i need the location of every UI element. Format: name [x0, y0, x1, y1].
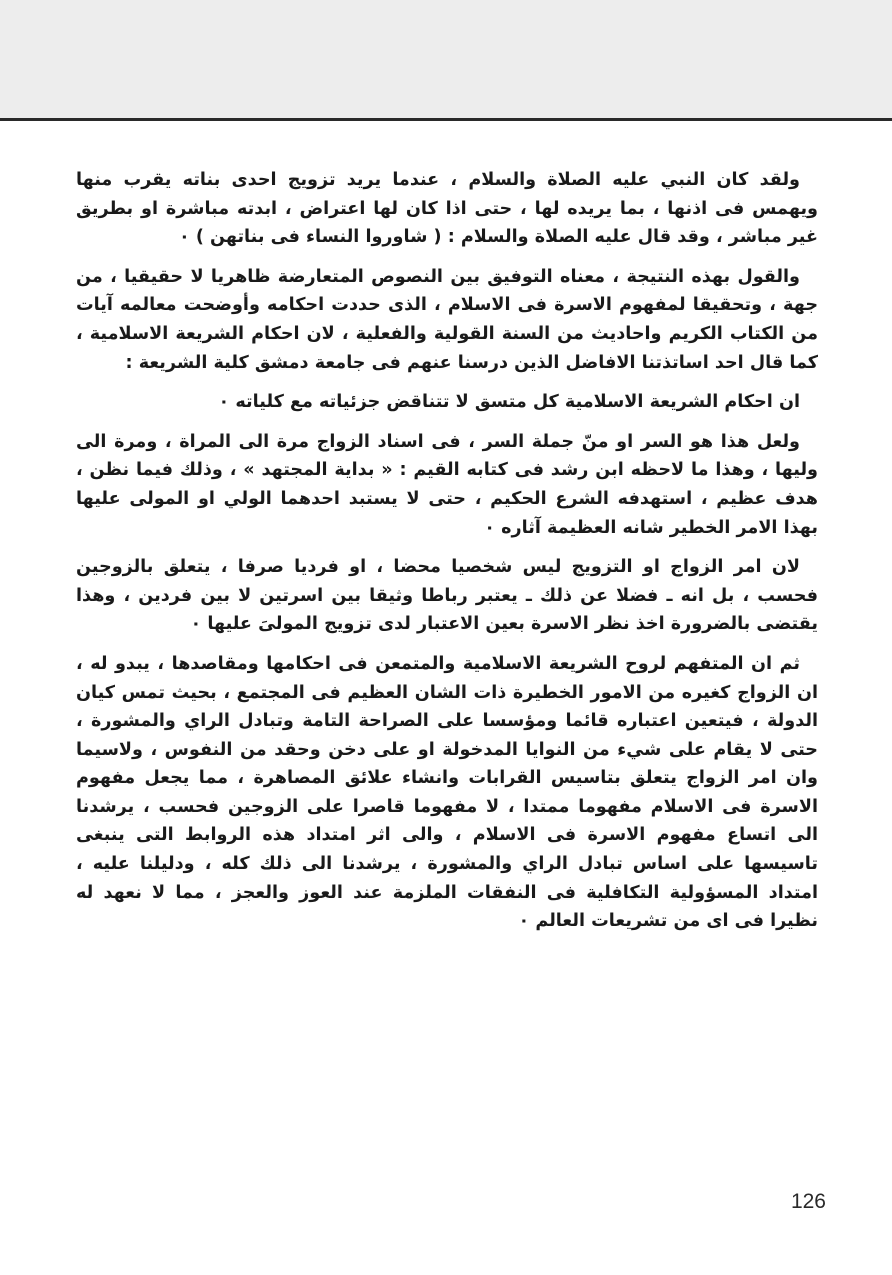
- paragraph-3: ان احكام الشريعة الاسلامية كل متسق لا تتناقض جزئياته مع كلياته ٠: [218, 392, 800, 413]
- paragraph-6: ثم ان المتفهم لروح الشريعة الاسلامية والمتمعن فى احكامها ومقاصدها ، يبدو له ، ان الزواج كغيره من الامور الخطيرة ذات الشان العظيم فى المجتمع ، بحيث تمس كيان الدولة ، فيتعين اعتباره قائما ومؤسسا على الصراحة التامة وتبادل الراي والمشورة ، حتى لا يقام على شيء من النوايا المدخولة او على دخن وحقد من النفوس ، ولاسيما وان امر الزواج يتعلق بتاسيس القرابات وانشاء علائق المصاهرة ، مما يجعل مفهوم الاسرة فى الاسلام مفهوما ممتدا ، لا مفهوما قاصرا على الزوجين فحسب ، يرشدنا الى اتساع مفهوم الاسرة فى الاسلام ، والى اثر امتداد هذه الروابط التى ينبغى تاسيسها على اساس تبادل الراي والمشورة ، يرشدنا الى ذلك كله ، ودليلنا عليه ، امتداد المسؤولية التكافلية فى النفقات الملزمة عند العوز والعجز ، مما لا نعهد له نظيرا فى اى من تشريعات العالم ٠: [76, 653, 818, 932]
- page-body: [76, 166, 818, 947]
- paragraph-4: ولعل هذا هو السر او منّ جملة السر ، فى اسناد الزواج مرة الى المراة ، ومرة الى وليها ، وهذا ما لاحظه ابن رشد فى كتابه القيم : « بداية المجتهد » ، وذلك فيما نظن ، هدف عظيم ، استهدفه الشرع الحكيم ، حتى لا يستبد احدهما الولي او المولى عليها بهذا الامر الخطير شانه العظيمة آثاره ٠: [76, 431, 818, 538]
- paragraph-2: والقول بهذه النتيجة ، معناه التوفيق بين النصوص المتعارضة ظاهريا لا حقيقيا ، من جهة ، وتحقيقا لمفهوم الاسرة فى الاسلام ، الذى حددت احكامه وأوضحت معالمه آيات من الكتاب الكريم واحاديث من السنة القولية والفعلية ، لان احكام الشريعة الاسلامية ، كما قال احد اساتذتنا الافاضل الذين درسنا عنهم فى جامعة دمشق كلية الشريعة :: [76, 266, 818, 373]
- paragraph-5: لان امر الزواج او التزويج ليس شخصيا محضا ، او فرديا صرفا ، يتعلق بالزوجين فحسب ، بل انه ـ فضلا عن ذلك ـ يعتبر رباطا وثيقا بين اسرتين لا بين فردين ، وهذا يقتضى بالضرورة اخذ نظر الاسرة بعين الاعتبار لدى تزويج المولىَ عليها ٠: [76, 557, 818, 635]
- top-margin: [0, 0, 892, 120]
- page-number: 126: [790, 1190, 826, 1213]
- paragraph-1: ولقد كان النبي عليه الصلاة والسلام ، عندما يريد تزويج احدى بناته يقرب منها ويهمس فى اذنها ، بما يريده لها ، حتى اذا كان لها اعتراض ، ابدته مباشرة او بطريق غير مباشر ، وقد قال عليه الصلاة والسلام : ( شاوروا النساء فى بناتهن ) ٠: [76, 170, 818, 248]
- header-rule: [0, 118, 892, 121]
